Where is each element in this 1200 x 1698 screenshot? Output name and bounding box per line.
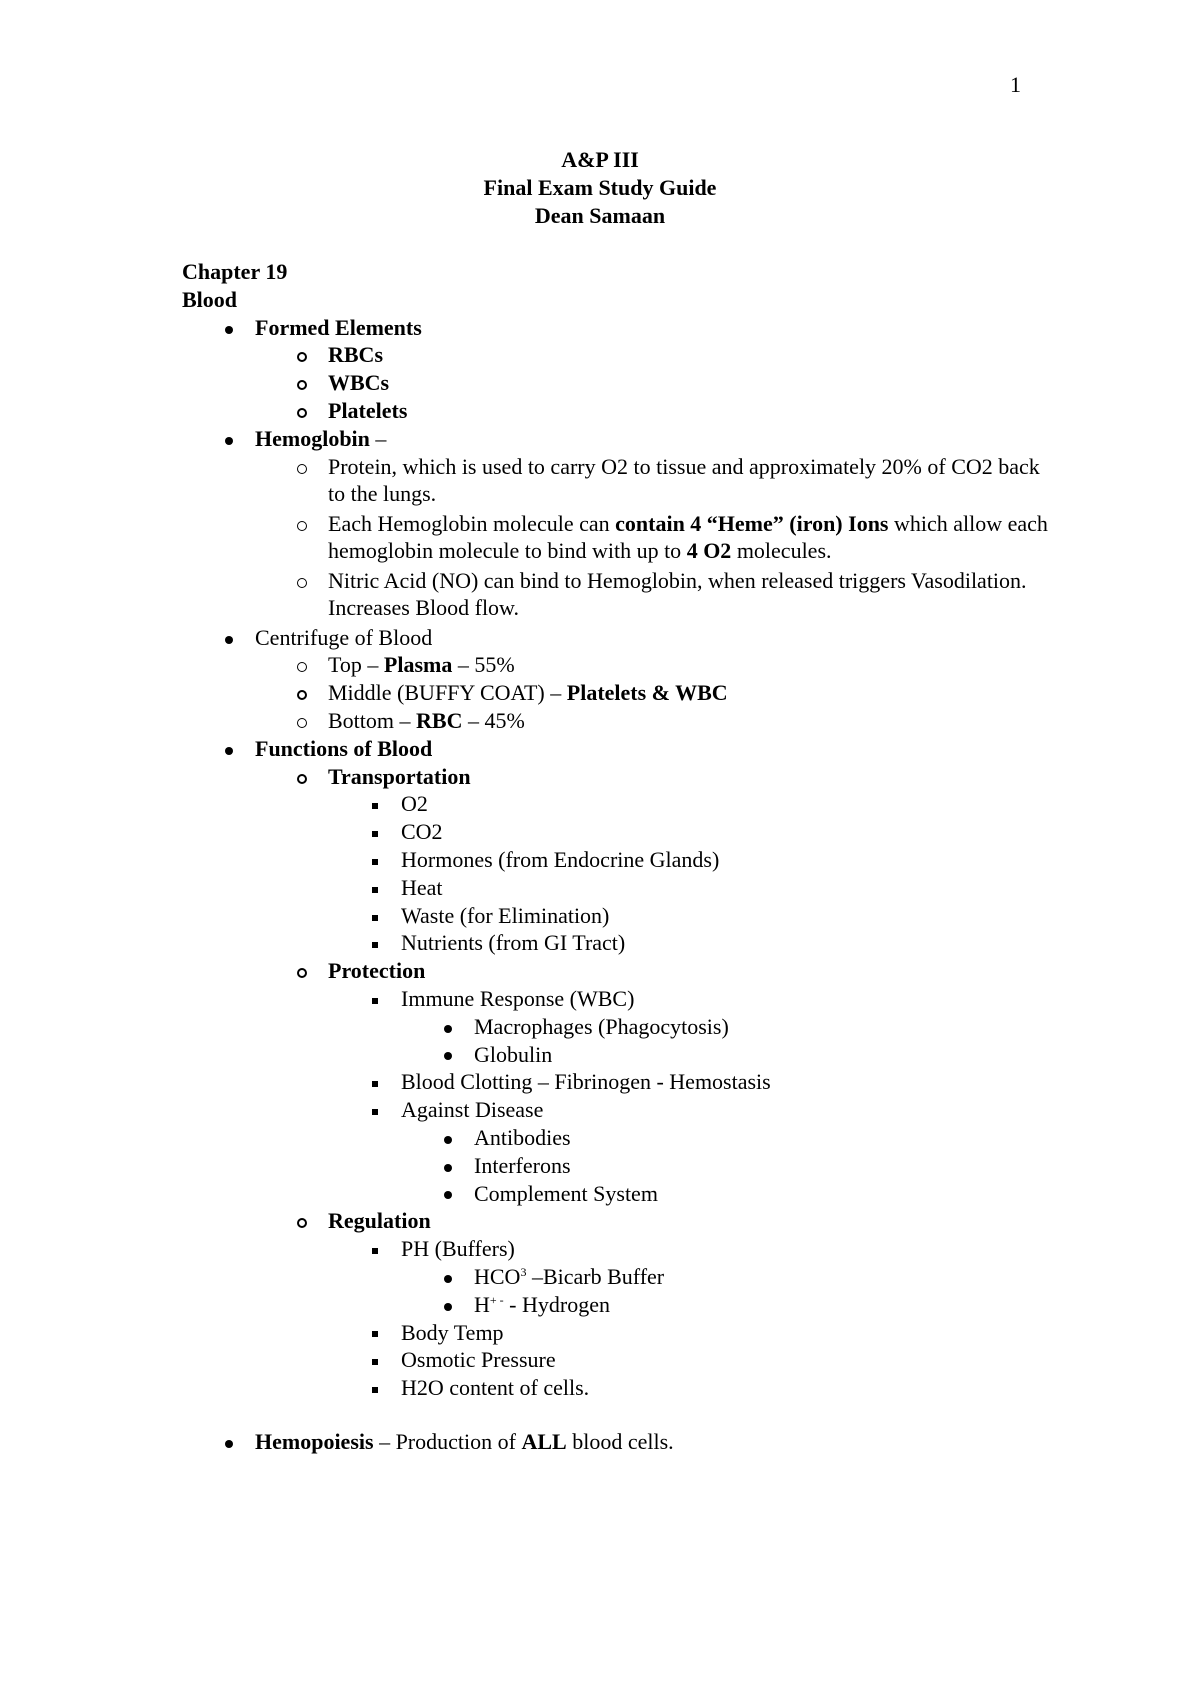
square-bullet-icon (372, 803, 378, 809)
list-item: Against Disease (401, 1096, 1062, 1124)
list-item: Body Temp (401, 1319, 1062, 1347)
circle-bullet-icon (297, 464, 307, 474)
bullet-icon (444, 1164, 452, 1172)
list-item: Osmotic Pressure (401, 1346, 1062, 1374)
list-item: Complement System (474, 1180, 1062, 1208)
square-bullet-icon (372, 859, 378, 865)
section-heading: Blood (182, 286, 238, 312)
bullet-icon (225, 1440, 233, 1448)
circle-bullet-icon (297, 774, 307, 784)
list-item: Centrifuge of Blood (255, 624, 1062, 652)
list-item: Each Hemoglobin molecule can contain 4 “Heme” (iron) Ions which allow each hemoglobin molecule to bind with up to 4 O2 molecules. (328, 510, 1062, 567)
guide-subtitle: Final Exam Study Guide (483, 175, 717, 200)
list-item: CO2 (401, 818, 1062, 846)
list-item: Protection (328, 957, 1062, 985)
circle-bullet-icon (297, 408, 307, 418)
list-item: HCO$^3$ –Bicarb Buffer (474, 1263, 1062, 1291)
list-item: Hormones (from Endocrine Glands) (401, 846, 1062, 874)
circle-bullet-icon (297, 1218, 307, 1228)
bullet-icon (225, 326, 233, 334)
list-item: Blood Clotting – Fibrinogen - Hemostasis (401, 1068, 1062, 1096)
list-item: Hemopoiesis – Production of ALL blood cells. (255, 1428, 1062, 1456)
bullet-icon (444, 1275, 452, 1283)
list-item: WBCs (328, 369, 1062, 397)
list-item: O2 (401, 790, 1062, 818)
list-item: PH (Buffers) (401, 1235, 1062, 1263)
square-bullet-icon (372, 1109, 378, 1115)
bullet-icon (444, 1136, 452, 1144)
list-item: Middle (BUFFY COAT) – Platelets & WBC (328, 679, 1062, 707)
list-item: Formed Elements (255, 314, 1062, 342)
square-bullet-icon (372, 915, 378, 921)
study-outline (182, 258, 1062, 1456)
list-item: Immune Response (WBC) (401, 985, 1062, 1013)
author-name: Dean Samaan (534, 203, 666, 228)
list-item: Platelets (328, 397, 1062, 425)
square-bullet-icon (372, 1387, 378, 1393)
bullet-icon (444, 1052, 452, 1060)
list-item: Hemoglobin – (255, 425, 1062, 453)
circle-bullet-icon (297, 690, 307, 700)
square-bullet-icon (372, 942, 378, 948)
bullet-icon (225, 636, 233, 644)
title-block (0, 146, 1200, 230)
bullet-icon (225, 437, 233, 445)
square-bullet-icon (372, 887, 378, 893)
page-number: 1 (1010, 72, 1021, 97)
square-bullet-icon (372, 1359, 378, 1365)
list-item: RBCs (328, 341, 1062, 369)
course-title: A&P III (561, 147, 639, 172)
square-bullet-icon (372, 831, 378, 837)
list-item: Nutrients (from GI Tract) (401, 929, 1062, 957)
list-item: Bottom – RBC – 45% (328, 707, 1062, 735)
list-item: Protein, which is used to carry O2 to tissue and approximately 20% of CO2 back to the lungs. (328, 453, 1062, 510)
circle-bullet-icon (297, 968, 307, 978)
circle-bullet-icon (297, 352, 307, 362)
list-item: Regulation (328, 1207, 1062, 1235)
circle-bullet-icon (297, 662, 307, 672)
circle-bullet-icon (297, 521, 307, 531)
bullet-icon (444, 1303, 452, 1311)
list-item: Waste (for Elimination) (401, 902, 1062, 930)
bullet-icon (225, 747, 233, 755)
list-item: Heat (401, 874, 1062, 902)
list-item: Antibodies (474, 1124, 1062, 1152)
circle-bullet-icon (297, 380, 307, 390)
square-bullet-icon (372, 1248, 378, 1254)
list-item: Interferons (474, 1152, 1062, 1180)
bullet-icon (444, 1191, 452, 1199)
circle-bullet-icon (297, 718, 307, 728)
square-bullet-icon (372, 998, 378, 1004)
square-bullet-icon (372, 1331, 378, 1337)
list-item: Macrophages (Phagocytosis) (474, 1013, 1062, 1041)
list-item: Functions of Blood (255, 735, 1062, 763)
bullet-icon (444, 1025, 452, 1033)
circle-bullet-icon (297, 578, 307, 588)
list-item: Top – Plasma – 55% (328, 651, 1062, 679)
list-item: Globulin (474, 1041, 1062, 1069)
list-item: H2O content of cells. (401, 1374, 1062, 1402)
list-item: Transportation (328, 763, 1062, 791)
list-item: Nitric Acid (NO) can bind to Hemoglobin, when released triggers Vasodilation. Increases Blood flow. (328, 567, 1062, 624)
square-bullet-icon (372, 1081, 378, 1087)
chapter-heading: Chapter 19 (182, 259, 288, 284)
list-item: H+ - - Hydrogen (474, 1291, 1062, 1319)
